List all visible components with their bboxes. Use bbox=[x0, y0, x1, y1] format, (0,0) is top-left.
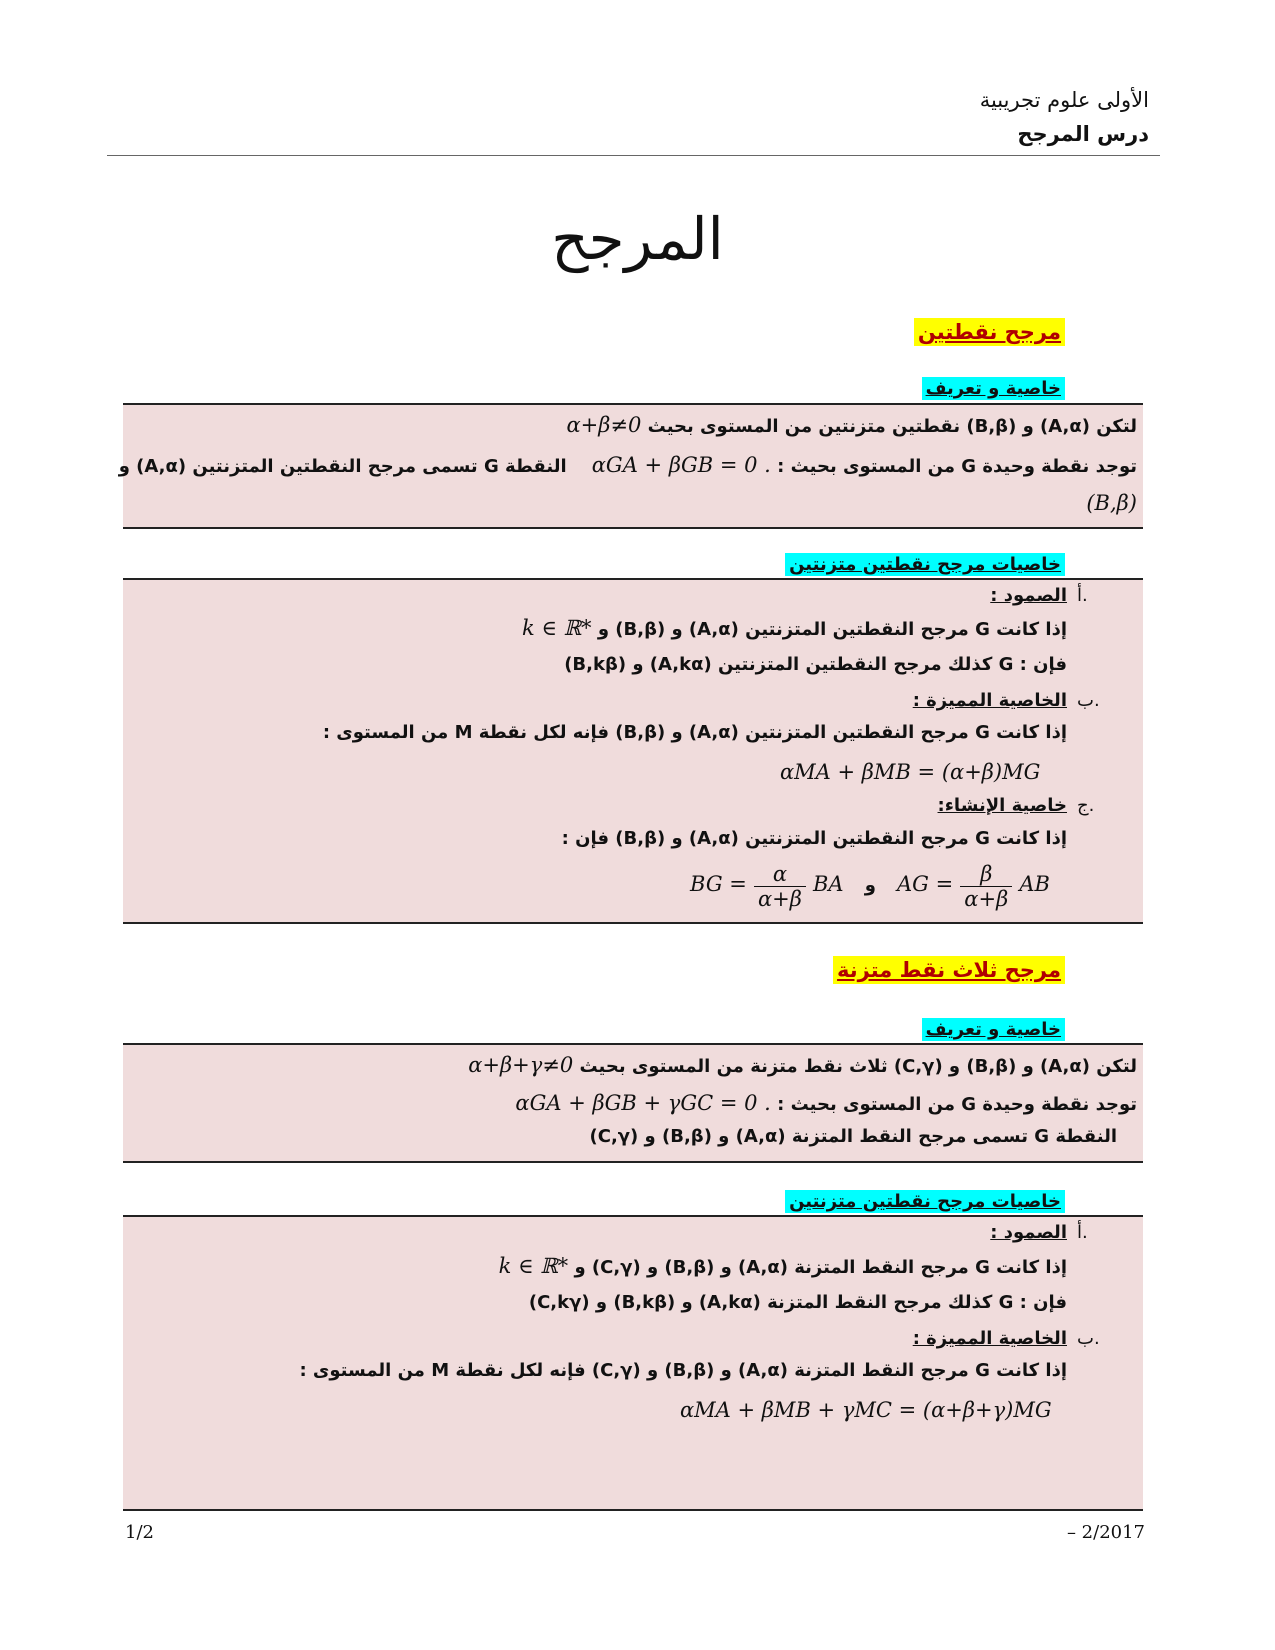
def-two-line1-text: لتكن (A,α) و (B,β) نقطتين متزنتين من المستوى بحيث bbox=[647, 416, 1137, 437]
prop-a-title: الصمود : bbox=[990, 585, 1067, 606]
prop3-a-marker: أ. bbox=[1077, 1222, 1088, 1243]
def-two-line3 bbox=[1086, 491, 1137, 515]
section-heading-two-points: مرجح نقطتين bbox=[914, 318, 1065, 346]
def-three-line2 bbox=[515, 1091, 1137, 1115]
header-level: الأولى علوم تجريبية bbox=[979, 88, 1149, 112]
prop3-b-line1: إذا كانت G مرجح النقط المتزنة (A,α) و (B,β) و (C,γ) فإنه لكل نقطة M من المستوى : bbox=[299, 1360, 1067, 1381]
def-two-line2-text2: النقطة G تسمى مرجح النقطتين المتزنتين (A,α) و bbox=[118, 456, 567, 477]
formula-ag-vec: AB bbox=[1019, 872, 1050, 896]
prop3-b-title: الخاصية المميزة : bbox=[912, 1328, 1067, 1349]
definition-heading-two-points: خاصية و تعريف bbox=[922, 377, 1065, 400]
formula-bg-lhs: BG = bbox=[690, 872, 747, 896]
header-lesson: درس المرجح bbox=[1017, 122, 1149, 146]
def-three-line2-math: αGA + βGB + γGC = 0 . bbox=[515, 1091, 771, 1115]
prop-b-title: الخاصية المميزة : bbox=[912, 690, 1067, 711]
page-title: المرجح bbox=[551, 205, 724, 273]
def-two-line2-math: αGA + βGB = 0 . bbox=[591, 453, 771, 477]
prop3-a-title: الصمود : bbox=[990, 1222, 1067, 1243]
properties-heading-two-points: خاصيات مرجح نقطتين متزنتين bbox=[785, 553, 1065, 576]
formula-bg-den: α+β bbox=[757, 887, 802, 911]
prop-a-line1-text: إذا كانت G مرجح النقطتين المتزنتين (A,α) و (B,β) و bbox=[597, 619, 1067, 640]
def-three-line3: النقطة G تسمى مرجح النقط المتزنة (A,α) و (B,β) و (C,γ) bbox=[589, 1126, 1117, 1147]
def-two-line3-math: (B,β) bbox=[1086, 491, 1137, 515]
section-heading-three-points: مرجح ثلاث نقط متزنة bbox=[833, 956, 1065, 984]
def-three-line2-text: توجد نقطة وحيدة G من المستوى بحيث : bbox=[777, 1094, 1137, 1115]
formula-and: و bbox=[864, 875, 876, 896]
def-two-line1 bbox=[567, 413, 1138, 437]
formula-bg-num: α bbox=[754, 862, 806, 887]
formula-bg-vec: BA bbox=[812, 872, 844, 896]
def-three-line1-text: لتكن (A,α) و (B,β) و (C,γ) ثلاث نقط متزنة من المستوى بحيث bbox=[579, 1056, 1137, 1077]
prop3-b-formula: αMA + βMB + γMC = (α+β+γ)MG bbox=[680, 1398, 1052, 1422]
prop3-a-line1-text: إذا كانت G مرجح النقط المتزنة (A,α) و (B,β) و (C,γ) و bbox=[574, 1257, 1067, 1278]
prop-a-line1-math: k ∈ ℝ* bbox=[521, 616, 592, 640]
formula-bg-fraction bbox=[754, 862, 806, 911]
def-three-line1-math: α+β+γ≠0 bbox=[468, 1053, 574, 1077]
def-two-line2-text: توجد نقطة وحيدة G من المستوى بحيث : bbox=[777, 456, 1137, 477]
formula-ag-den: α+β bbox=[964, 887, 1009, 911]
prop-b-marker: ب. bbox=[1077, 690, 1100, 711]
construction-formulas bbox=[690, 862, 1050, 911]
formula-ag-lhs: AG = bbox=[896, 872, 954, 896]
prop-c-title: خاصية الإنشاء: bbox=[937, 795, 1067, 816]
footer-date: – 2/2017 bbox=[1066, 1522, 1145, 1543]
prop3-a-line1 bbox=[499, 1254, 1067, 1278]
prop3-b-marker: ب. bbox=[1077, 1328, 1100, 1349]
prop-b-line1: إذا كانت G مرجح النقطتين المتزنتين (A,α) و (B,β) فإنه لكل نقطة M من المستوى : bbox=[322, 722, 1067, 743]
prop-a-marker: أ. bbox=[1077, 585, 1088, 606]
prop-c-line1: إذا كانت G مرجح النقطتين المتزنتين (A,α) و (B,β) فإن : bbox=[561, 828, 1067, 849]
definition-heading-three-points: خاصية و تعريف bbox=[922, 1018, 1065, 1041]
def-two-line2 bbox=[119, 453, 1137, 477]
prop3-a-line2: فإن : G كذلك مرجح النقط المتزنة (A,kα) و (B,kβ) و (C,kγ) bbox=[528, 1292, 1067, 1313]
formula-ag-fraction bbox=[960, 862, 1012, 911]
prop-a-line2: فإن : G كذلك مرجح النقطتين المتزنتين (A,kα) و (B,kβ) bbox=[564, 654, 1067, 675]
prop-b-formula: αMA + βMB = (α+β)MG bbox=[780, 760, 1041, 784]
header-divider bbox=[107, 155, 1160, 156]
formula-ag-num: β bbox=[960, 862, 1012, 887]
def-two-line1-math: α+β≠0 bbox=[566, 413, 642, 437]
def-three-line1 bbox=[468, 1053, 1137, 1077]
footer-page-number: 1/2 bbox=[125, 1522, 154, 1543]
prop-c-marker: ج. bbox=[1077, 795, 1095, 816]
properties-heading-three-points: خاصيات مرجح نقطتين متزنتين bbox=[785, 1190, 1065, 1213]
prop3-a-line1-math: k ∈ ℝ* bbox=[498, 1254, 569, 1278]
prop-a-line1 bbox=[522, 616, 1067, 640]
